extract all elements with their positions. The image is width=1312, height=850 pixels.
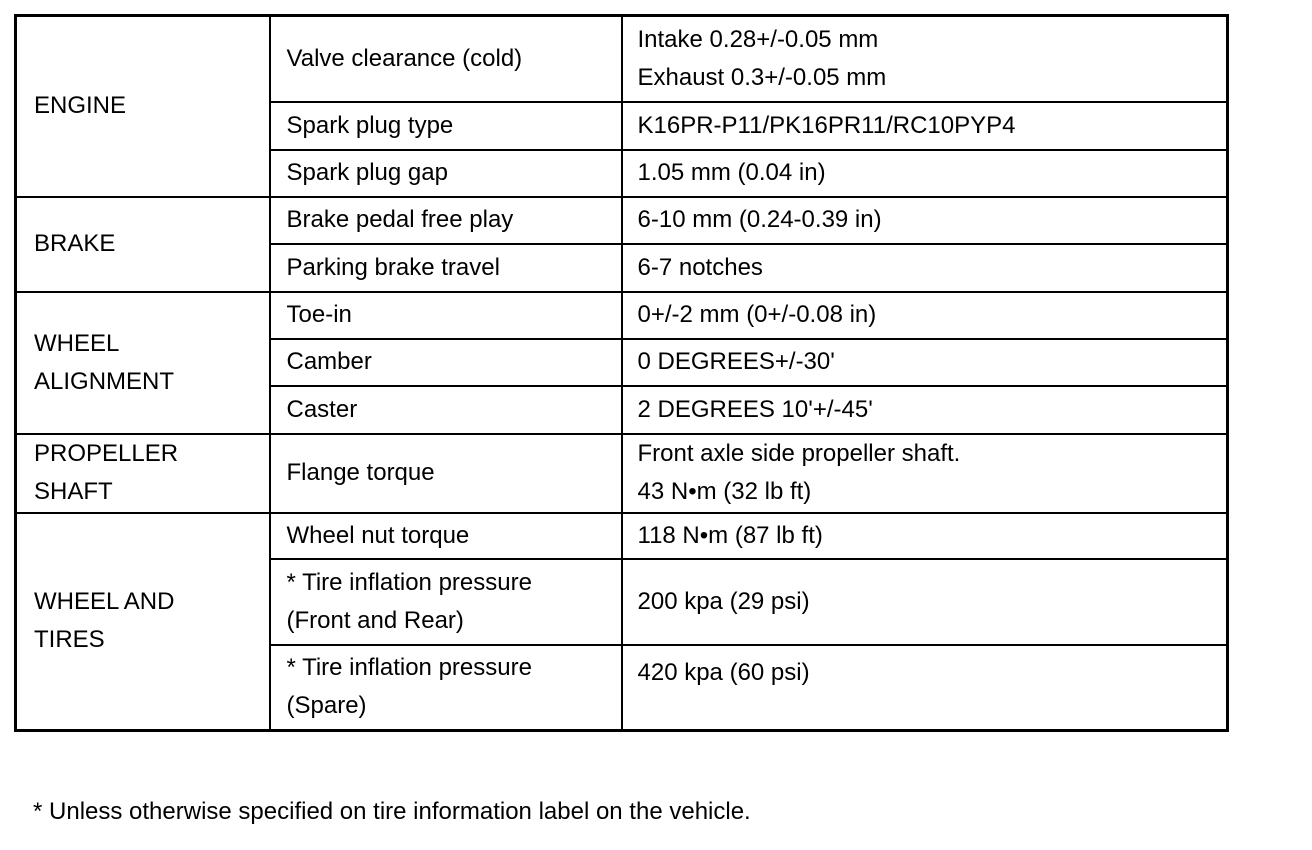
spec-value-flange-torque: Front axle side propeller shaft. 43 N•m (32 lb ft) xyxy=(622,434,1228,513)
table-row xyxy=(16,16,1228,102)
category-label: SHAFT xyxy=(34,478,113,505)
category-label: ALIGNMENT xyxy=(34,367,175,395)
category-engine xyxy=(16,16,270,197)
spec-label-tire-pressure-front-rear: * Tire inflation pressure (Front and Rear) xyxy=(270,559,622,645)
spec-label-toe-in: Toe-in xyxy=(270,292,622,339)
spec-value-valve-clearance xyxy=(622,16,1228,102)
spec-label-parking-brake-travel: Parking brake travel xyxy=(270,244,622,292)
spec-value-wheel-nut-torque: 118 N•m (87 lb ft) xyxy=(622,513,1228,559)
table-row xyxy=(16,434,1228,513)
spec-label-wheel-nut-torque: Wheel nut torque xyxy=(270,513,622,559)
table-row xyxy=(16,292,1228,339)
spec-value-caster: 2 DEGREES 10'+/-45' xyxy=(622,386,1228,434)
value-line-exhaust: Exhaust 0.3+/-0.05 mm xyxy=(637,63,887,91)
table-row xyxy=(16,197,1228,244)
category-label: WHEEL xyxy=(34,329,120,357)
spec-label-camber: Camber xyxy=(270,339,622,386)
spec-value-camber: 0 DEGREES+/-30' xyxy=(622,339,1228,386)
category-label: PROPELLER xyxy=(34,440,179,467)
footnote: * Unless otherwise specified on tire information label on the vehicle. xyxy=(33,798,751,825)
category-label: TIRES xyxy=(34,626,105,654)
category-wheel-and-tires xyxy=(16,513,270,731)
category-wheel-alignment xyxy=(16,292,270,434)
spec-label-spark-plug-gap: Spark plug gap xyxy=(270,150,622,197)
category-propeller-shaft xyxy=(16,434,270,513)
spec-value-tire-pressure-spare: 420 kpa (60 psi) xyxy=(622,645,1228,731)
spec-label-spark-plug-type: Spark plug type xyxy=(270,102,622,150)
category-brake xyxy=(16,197,270,292)
table-row xyxy=(16,513,1228,559)
spec-label-valve-clearance: Valve clearance (cold) xyxy=(270,16,622,102)
category-label: WHEEL AND xyxy=(34,588,175,616)
category-label: BRAKE xyxy=(34,230,116,257)
value-line-intake: Intake 0.28+/-0.05 mm xyxy=(637,25,879,53)
spec-label-tire-pressure-spare: * Tire inflation pressure (Spare) xyxy=(270,645,622,731)
specifications-table xyxy=(14,14,1229,732)
spec-value-toe-in: 0+/-2 mm (0+/-0.08 in) xyxy=(622,292,1228,339)
spec-label-flange-torque: Flange torque xyxy=(270,434,622,513)
spec-value-spark-plug-gap: 1.05 mm (0.04 in) xyxy=(622,150,1228,197)
spec-label-brake-pedal-free-play: Brake pedal free play xyxy=(270,197,622,244)
spec-value-brake-pedal-free-play: 6-10 mm (0.24-0.39 in) xyxy=(622,197,1228,244)
category-label: ENGINE xyxy=(34,92,127,119)
spec-value-parking-brake-travel: 6-7 notches xyxy=(622,244,1228,292)
spec-value-spark-plug-type: K16PR-P11/PK16PR11/RC10PYP4 xyxy=(622,102,1228,150)
spec-value-tire-pressure-front-rear: 200 kpa (29 psi) xyxy=(622,559,1228,645)
spec-label-caster: Caster xyxy=(270,386,622,434)
